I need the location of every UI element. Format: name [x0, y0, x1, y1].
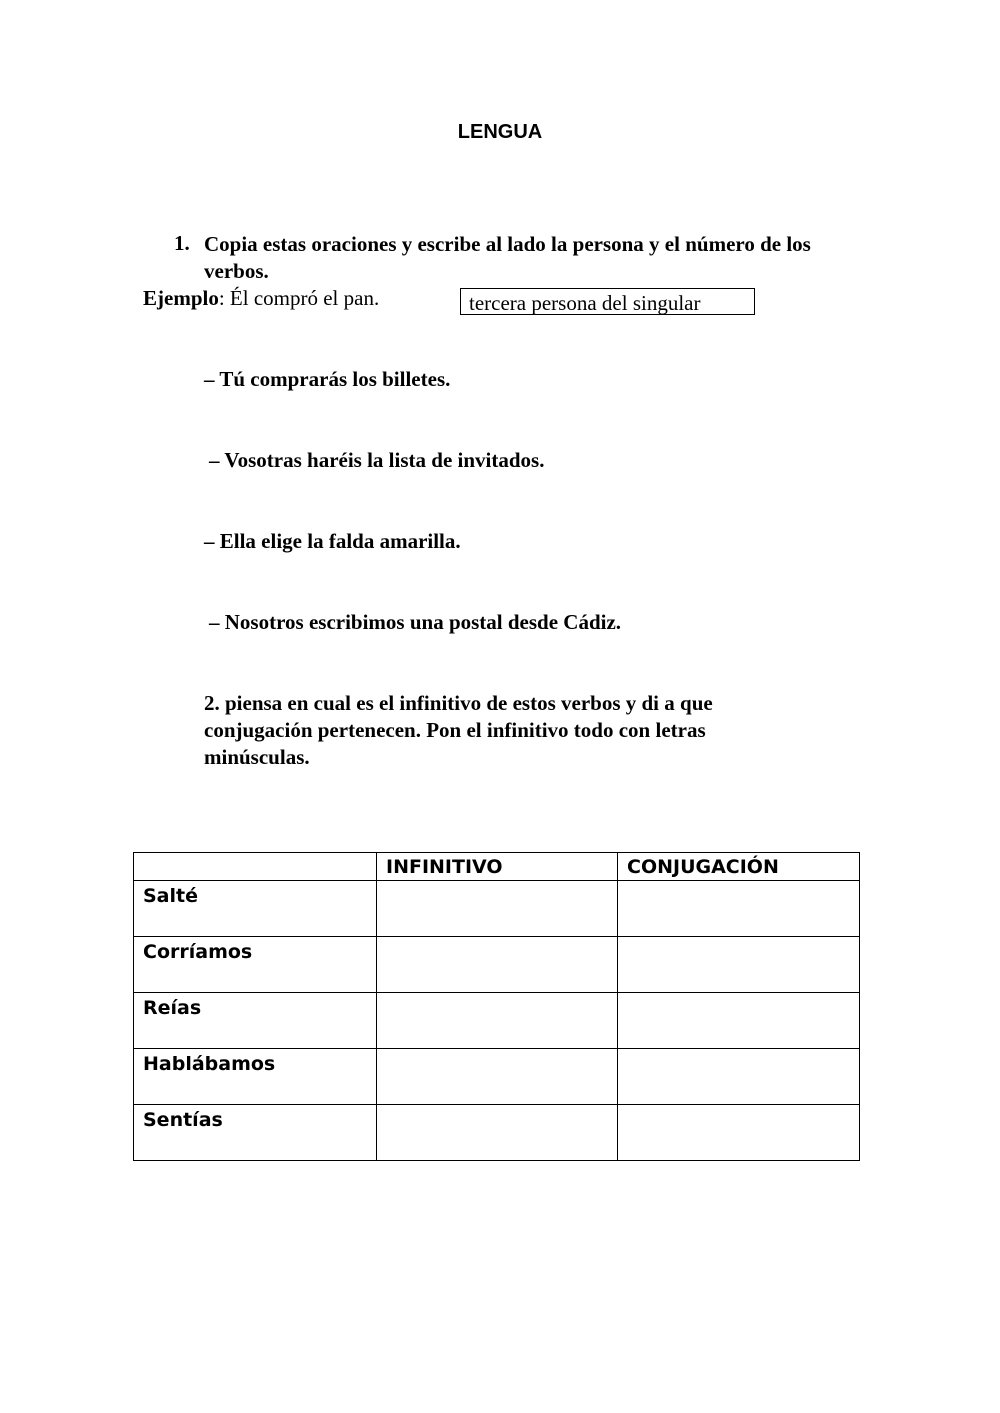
verb-cell: Reías — [134, 993, 377, 1049]
example-answer-box: tercera persona del singular — [460, 288, 755, 315]
header-conjugacion: CONJUGACIÓN — [618, 853, 860, 881]
infinitivo-answer-cell[interactable] — [377, 881, 618, 937]
verb-cell: Corríamos — [134, 937, 377, 993]
table-row — [134, 1105, 860, 1161]
header-cell-empty — [134, 853, 377, 881]
sentence-2: – Vosotras haréis la lista de invitados. — [209, 448, 545, 472]
header-infinitivo: INFINITIVO — [377, 853, 618, 881]
conjugacion-answer-cell[interactable] — [618, 993, 860, 1049]
infinitivo-answer-cell[interactable] — [377, 1049, 618, 1105]
example-label: Ejemplo — [143, 286, 219, 310]
verb-cell: Salté — [134, 881, 377, 937]
sentence-3: – Ella elige la falda amarilla. — [204, 529, 461, 553]
conjugacion-answer-cell[interactable] — [618, 1049, 860, 1105]
verb-cell: Sentías — [134, 1105, 377, 1161]
sentence-4: – Nosotros escribimos una postal desde Cádiz. — [209, 610, 622, 634]
sentence-1: – Tú comprarás los billetes. — [204, 367, 451, 391]
example-line — [143, 286, 379, 311]
example-sentence: : Él compró el pan. — [218, 286, 380, 310]
verbs-table — [133, 852, 860, 1161]
table-row — [134, 1049, 860, 1105]
infinitivo-answer-cell[interactable] — [377, 993, 618, 1049]
verb-cell: Hablábamos — [134, 1049, 377, 1105]
table-row — [134, 993, 860, 1049]
conjugacion-answer-cell[interactable] — [618, 881, 860, 937]
exercise-1-number: 1. — [174, 231, 190, 255]
exercise-2-instruction: 2. piensa en cual es el infinitivo de estos verbos y di a que conjugación pertenecen. Pon el infinitivo todo con letras minúsculas. — [204, 691, 713, 769]
page-title: LENGUA — [457, 121, 543, 143]
table-header-row — [134, 853, 860, 881]
conjugacion-answer-cell[interactable] — [618, 1105, 860, 1161]
infinitivo-answer-cell[interactable] — [377, 1105, 618, 1161]
infinitivo-answer-cell[interactable] — [377, 937, 618, 993]
table-row — [134, 937, 860, 993]
exercise-1-instruction: Copia estas oraciones y escribe al lado la persona y el número de los verbos. — [204, 232, 811, 283]
conjugacion-answer-cell[interactable] — [618, 937, 860, 993]
table-row — [134, 881, 860, 937]
